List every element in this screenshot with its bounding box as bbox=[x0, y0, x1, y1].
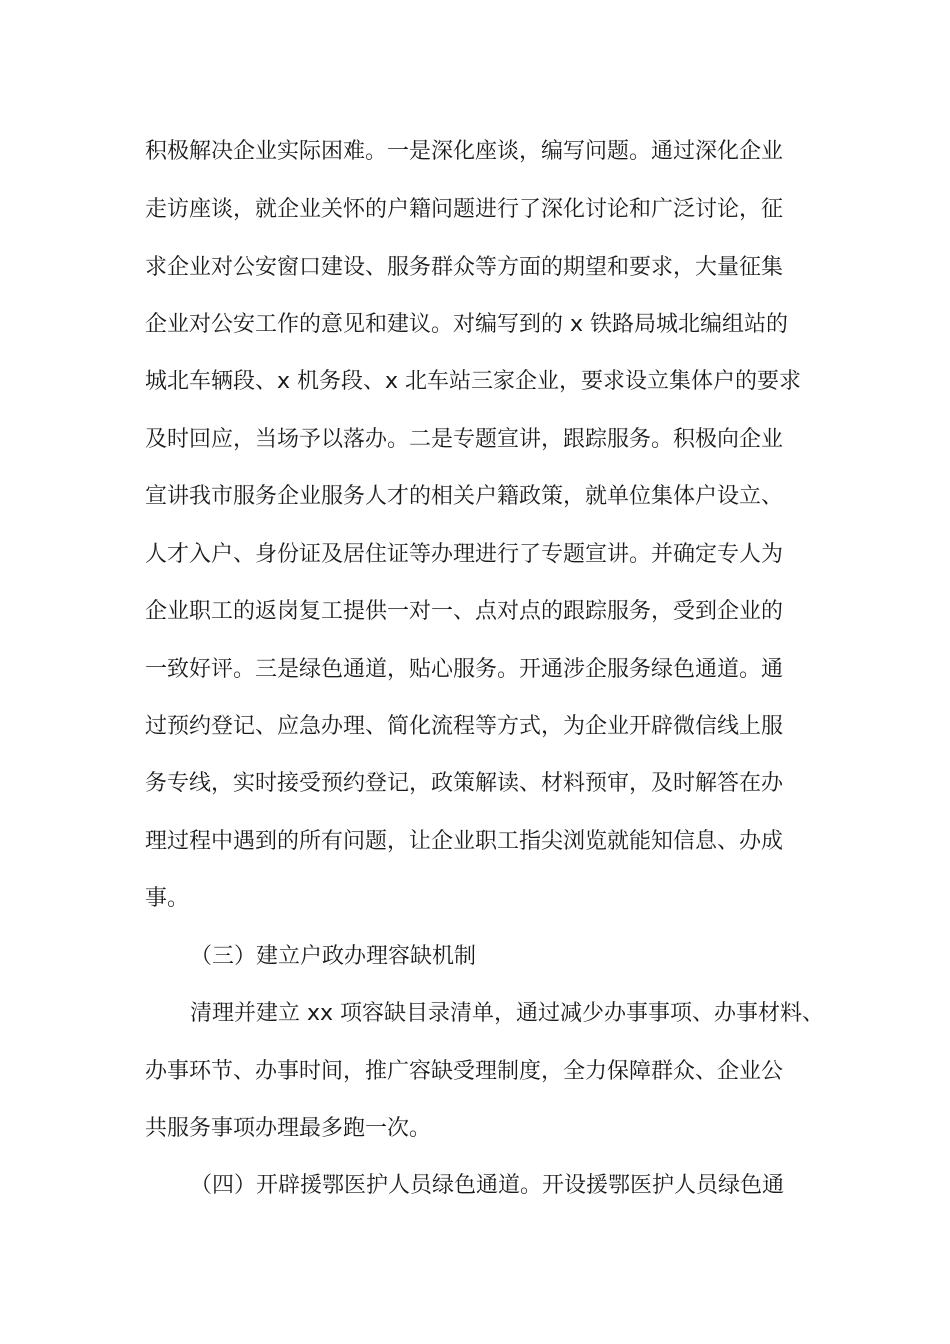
paragraph-line: 城北车辆段、x 机务段、x 北车站三家企业，要求设立集体户的要求 bbox=[145, 369, 802, 394]
section-heading: （三）建立户政办理容缺机制 bbox=[190, 944, 477, 969]
paragraph-line: 求企业对公安窗口建设、服务群众等方面的期望和要求，大量征集 bbox=[145, 255, 784, 280]
paragraph-line: （四）开辟援鄂医护人员绿色通道。开设援鄂医护人员绿色通 bbox=[190, 1173, 785, 1198]
paragraph-line: 务专线，实时接受预约登记，政策解读、材料预审，及时解答在办 bbox=[145, 771, 784, 796]
paragraph-line: 理过程中遇到的所有问题，让企业职工指尖浏览就能知信息、办成 bbox=[145, 829, 784, 854]
paragraph-line: 共服务事项办理最多跑一次。 bbox=[145, 1116, 432, 1141]
paragraph-line: 走访座谈，就企业关怀的户籍问题进行了深化讨论和广泛讨论，征 bbox=[145, 197, 784, 222]
paragraph-line: 过预约登记、应急办理、简化流程等方式，为企业开辟微信线上服 bbox=[145, 714, 784, 739]
paragraph-line: 及时回应，当场予以落办。二是专题宣讲，跟踪服务。积极向企业 bbox=[145, 427, 784, 452]
paragraph-line: 事。 bbox=[145, 886, 190, 911]
paragraph-line: 宣讲我市服务企业服务人才的相关户籍政策，就单位集体户设立、 bbox=[145, 484, 784, 509]
paragraph-line: 一致好评。三是绿色通道，贴心服务。开通涉企服务绿色通道。通 bbox=[145, 657, 784, 682]
paragraph-line: 清理并建立 xx 项容缺目录清单，通过减少办事事项、办事材料、 bbox=[190, 1001, 825, 1026]
paragraph-line: 办事环节、办事时间，推广容缺受理制度，全力保障群众、企业公 bbox=[145, 1059, 784, 1084]
paragraph-line: 人才入户、身份证及居住证等办理进行了专题宣讲。并确定专人为 bbox=[145, 542, 784, 567]
paragraph-line: 企业对公安工作的意见和建议。对编写到的 x 铁路局城北编组站的 bbox=[145, 312, 789, 337]
paragraph-line: 企业职工的返岗复工提供一对一、点对点的跟踪服务，受到企业的 bbox=[145, 599, 784, 624]
paragraph-line: 积极解决企业实际困难。一是深化座谈，编写问题。通过深化企业 bbox=[145, 139, 784, 164]
